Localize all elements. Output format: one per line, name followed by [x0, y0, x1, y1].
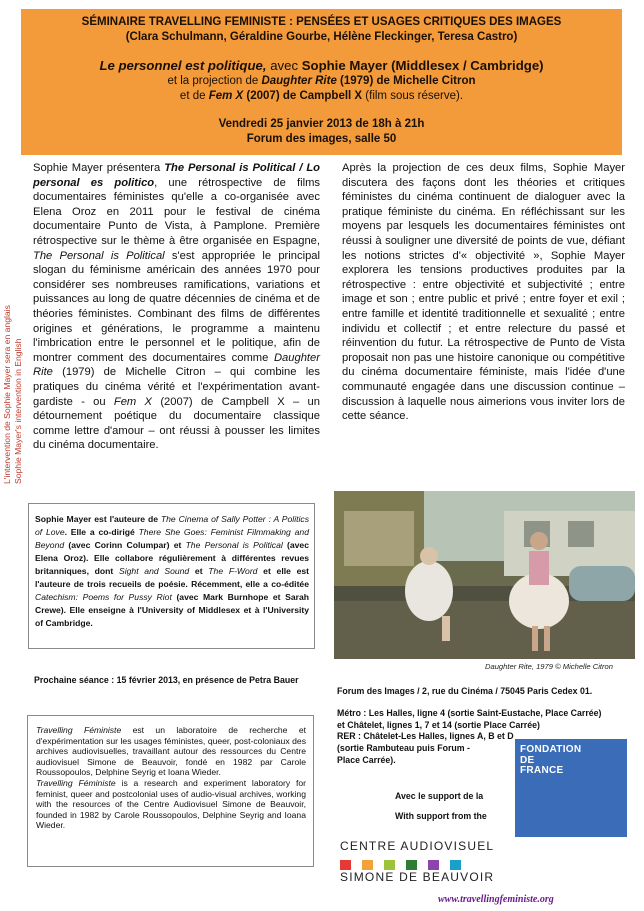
logo-square: [406, 860, 417, 870]
logo-square: [384, 860, 395, 870]
right-column-text: Après la projection de ces deux films, Sophie Mayer discutera des façons dont les théories et critiques féministes du cinéma continuent de dialoguer avec la pratique féministe du cinéma. En réfléchissant sur les moyens par lesquels les documentaires féministes ont réussi à souligner une diversité de points de vue, défiant les notions strictes d'« objectivité », Sophie Mayer explorera les tensions productives produites par la rétrospective : entre objectivité et subjectivité ; entre image et son ; entre public et privé ; entre foyer et exil ; entre famille et identité traditionnelle et sexualité ; entre individu et collectif ; et entre relecture du passé et réinvention du futur. La rétrospective de Punto de Vista proposait non pas une histoire canonique ou compétitive du cinéma documentaire féministe, mais l'idée d'une communauté engagée dans une discussion continue – discussion à laquelle nous aimerions vous inviter lors de cette séance.: [342, 162, 625, 423]
logo-text: FRANCE: [520, 765, 564, 776]
org-name: Travelling Féministe: [36, 777, 116, 788]
metro-line: Métro : Les Halles, ligne 4 (sortie Saint-Eustache, Place Carrée): [337, 707, 602, 718]
logo-square: [362, 860, 373, 870]
logo-color-squares: [340, 857, 494, 867]
film-still-photo: [334, 491, 635, 659]
text-run: (1979) de Michelle Citron – qui combine les pratiques du cinéma vérité et l'expérimentation avant-gardiste - ou: [33, 366, 320, 408]
book-title: There She Goes: Feminist Filmmaking and Beyond: [35, 527, 309, 550]
film2-title: Fem X: [208, 90, 244, 102]
logo-text: CENTRE AUDIOVISUEL: [340, 839, 495, 853]
bio-text: Sophie Mayer est l'auteure de: [35, 514, 161, 524]
left-column-text: [33, 161, 320, 453]
projection-line-2: [21, 89, 622, 104]
text-run: Sophie Mayer présentera: [33, 162, 165, 174]
bio-text: (avec Elena Oroz). Elle collabore régulièrement à différentes revues britanniques, dont: [35, 540, 309, 576]
bio-text: et: [189, 566, 209, 576]
retrospective-title-short: The Personal is Political: [33, 249, 165, 262]
film-still-illustration: [334, 491, 635, 659]
organizers: (Clara Schulmann, Géraldine Gourbe, Hélène Fleckinger, Teresa Castro): [125, 31, 518, 43]
proj-prefix: et la projection de: [167, 75, 262, 87]
bio-text: . Elle a co-dirigé: [64, 527, 139, 537]
projection-line-1: [21, 74, 622, 89]
talk-title: Le personnel est politique,: [99, 58, 267, 73]
book-title: The Cinema of Sally Potter : A Politics of Love: [35, 514, 309, 537]
org-name: Travelling Féministe: [36, 725, 122, 735]
rer-line: (sortie Rambuteau puis Forum -: [337, 743, 470, 754]
event-venue: Forum des images, salle 50: [246, 133, 397, 145]
bio-text: (avec Mark Burnhope et Sarah Crewe). Elle enseigne à l'University of Middlesex et à l'University of Cambridge.: [35, 592, 309, 628]
event-date: Vendredi 25 janvier 2013 de 18h à 21h: [218, 118, 425, 130]
film1-title: Daughter Rite: [261, 75, 337, 87]
speaker-bio-box: [28, 503, 315, 649]
film-title: Daughter Rite: [33, 351, 320, 379]
book-title: The Personal is Political: [185, 540, 283, 550]
logo-text: FONDATION: [520, 744, 582, 755]
text-run: (2007) de Campbell X – un détournement poétique du documentaire classique comme lettre d'amour – ont réussi à pousser les limites du cinéma documentaire.: [33, 395, 320, 452]
about-text: is a research and experiment laboratory for feminist, queer and postcolonial uses of audio-visual archives, working with the resources of the Centre Audiovisuel Simone de Beauvoir, founded in 1982 by Carole Roussopoulos, Delphine Seyrig and Ioana Wieder.: [36, 777, 306, 831]
metro-line: et Châtelet, lignes 1, 7 et 14 (sortie Place Carrée): [337, 719, 540, 730]
language-note-fr: L'intervention de Sophie Mayer sera en anglais: [2, 305, 12, 484]
proj-prefix-2: et de: [179, 90, 209, 102]
logo-text: SIMONE DE BEAUVOIR: [340, 870, 495, 884]
logo-square: [450, 860, 461, 870]
event-header: [21, 9, 622, 155]
text-run: , une rétrospective de films documentaires féministes qu'elle a co-organisée avec Elena Oroz en 2011 pour le festival de cinéma documentaire Punto de Vista, à Pamplone. Première rétrospective sur le thème à être organisée en Espagne,: [33, 176, 320, 247]
rer-line: RER : Châtelet-Les Halles, lignes A, B et D: [337, 731, 514, 742]
about-box: [27, 715, 314, 867]
film2-credit: (2007) de Campbell X: [243, 90, 363, 102]
about-en: [36, 778, 306, 831]
logo-text: DE: [520, 754, 535, 766]
film1-credit: (1979) de Michelle Citron: [336, 75, 476, 87]
logo-square: [428, 860, 439, 870]
address-line: Forum des Images / 2, rue du Cinéma / 75045 Paris Cedex 01.: [337, 686, 593, 696]
about-text: est un laboratoire de recherche et d'expérimentation sur les usages féministes, queer, post-coloniaux des archives audiovisuelles, travaillant autour des ressources du Centre audiovisuel Simone de Beauvoir, fondé en 1982 par Carole Roussopoulos, Delphine Seyrig et Ioana Wieder.: [36, 725, 306, 778]
speaker: Sophie Mayer (Middlesex / Cambridge): [301, 58, 544, 73]
next-session: Prochaine séance : 15 février 2013, en présence de Petra Bauer: [34, 675, 299, 685]
talk-line: [21, 57, 622, 74]
film-title: Fem X: [113, 395, 153, 408]
photo-caption: Daughter Rite, 1979 © Michelle Citron: [485, 662, 613, 671]
bio-text: et elle est l'auteure de trois recueils de poésie. Récemment, elle a co-éditée: [35, 566, 310, 589]
seminar-title: SÉMINAIRE TRAVELLING FEMINISTE : PENSÉES ET USAGES CRITIQUES DES IMAGES: [81, 16, 562, 28]
retrospective-title: The Personal is Political / Lo personal es politico: [33, 162, 320, 189]
talk-with: avec: [266, 58, 302, 73]
magazine-title: Sight and Sound: [119, 566, 190, 576]
bio-text: (avec Corinn Columpar) et: [64, 540, 186, 550]
website-link[interactable]: www.travellingfeministe.org: [438, 894, 554, 905]
support-text-en: With support from the: [395, 811, 487, 821]
support-text-fr: Avec le support de la: [395, 791, 484, 801]
about-fr: [36, 725, 306, 778]
rer-line: Place Carrée).: [337, 754, 396, 765]
magazine-title: The F-Word: [208, 566, 258, 576]
logo-square: [340, 860, 351, 870]
proj-note: (film sous réserve).: [362, 90, 464, 102]
fondation-de-france-logo: [515, 739, 627, 837]
centre-audiovisuel-logo: [340, 839, 494, 884]
book-title: Catechism: Poems for Pussy Riot: [35, 592, 172, 602]
text-run: s'est appropriée le principal slogan du féminisme américain des années 1970 pour considérer ses nombreuses ramifications, variations et puissances au long de quatre décennies de cinéma et de théories féministes. Combinant des films de différentes origines et générations, le programme a maintenu l'imbrication entre le personnel et le politique, afin de montrer comment des documentaires comme: [33, 249, 320, 364]
language-note-en: Sophie Mayer's intervention in English: [12, 338, 23, 484]
